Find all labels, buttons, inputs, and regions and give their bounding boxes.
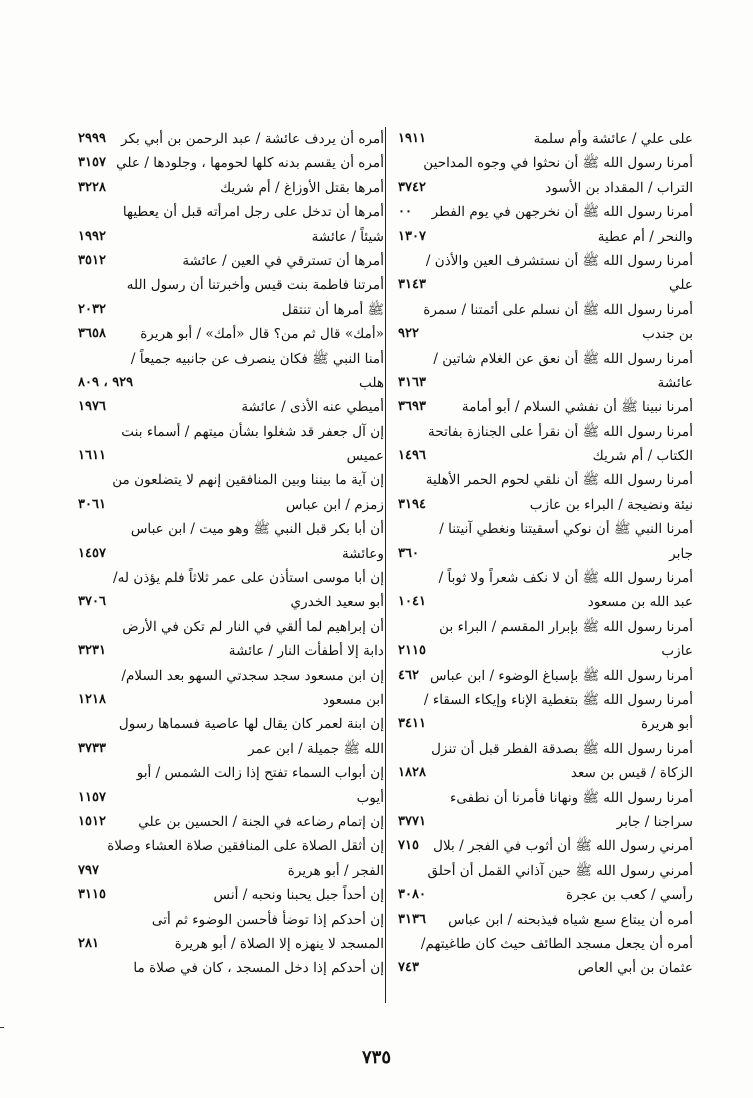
entry-text: الزكاة / قيس بن سعد [570,765,693,782]
entry-text: أبو هريرة [641,716,693,733]
entry-number: ٣٧٣٣ [78,740,106,756]
index-entry [60,542,384,566]
entry-text: أمره أن يردف عائشة / عبد الرحمن بن أبي بكر [121,131,384,147]
index-entry [60,639,384,663]
entry-text: أمرنا رسول الله ﷺ أن لا نكف شعراً ولا ثوباً / [438,570,693,587]
index-entry [386,859,693,883]
index-entry [386,932,693,956]
margin-mark [0,1027,4,1028]
entry-number: ١٨٢٨ [398,765,426,781]
index-entry [386,566,693,590]
entry-text: عثمان بن أبي العاص [577,960,693,977]
entry-number: ١١٥٧ [78,789,106,805]
index-entry [60,371,384,395]
entry-text: والنحر / أم عطية [597,228,693,245]
index-entry [386,151,693,175]
entry-number: ١٦١١ [78,448,106,464]
entry-text: عائشة [657,374,693,391]
entry-number: ٣٧٤٢ [398,179,426,195]
entry-text: أن أبا بكر قبل النبي ﷺ وهو ميت / ابن عباس [130,521,384,538]
index-entry [60,883,384,907]
entry-number: ٧٩٧ [78,862,99,878]
index-entry [386,517,693,541]
entry-text: إن ابن مسعود سجد سجدتي السهو بعد السلام/ [121,667,384,684]
index-entry [386,420,693,444]
index-entry [60,908,384,932]
entry-text: أمرنا رسول الله ﷺ بتغطية الإناء وإيكاء السقاء / [423,691,693,708]
entry-text: أمرنا نبينا ﷺ أن نفشي السلام / أبو أمامة [461,399,693,416]
entry-text: سراجنا / جابر [616,813,693,830]
entry-text: أمرها بقتل الأوزاغ / أم شريك [220,179,384,196]
entry-number: ٣١٤٣ [398,277,426,293]
entry-number: ١٩٩٢ [78,228,106,244]
index-entry [60,517,384,541]
index-entry [386,493,693,517]
entry-text: أن إبراهيم لما ألقي في النار لم تكن في الأرض [122,618,384,635]
index-entry [386,688,693,712]
entry-text: علي [669,277,693,294]
entry-number: ٣١٩٤ [398,496,426,512]
entry-text: وعائشة [341,545,384,562]
entry-number: ٩٢٩ ، ٨٠٩ [78,374,134,390]
entry-text: إن أثقل الصلاة على المنافقين صلاة العشاء وصلاة [107,838,384,855]
index-entry [386,956,693,980]
entry-text: شيئاً / عائشة [311,228,384,245]
entry-number: ٣٥١٢ [78,252,106,268]
index-entry [386,371,693,395]
index-entry [60,664,384,688]
index-entry [386,639,693,663]
index-column-left [60,127,384,981]
entry-text: على علي / عائشة وأم سلمة [533,131,693,147]
entry-text: أمرنا النبي ﷺ أن نوكي أسقيتنا ونغطي آنيتنا / [439,521,693,538]
index-entry [386,883,693,907]
entry-text: المسجد لا ينهزه إلا الصلاة / أبو هريرة [174,935,384,952]
entry-number: ٣٤١١ [398,716,426,732]
entry-number: ٢١١٥ [398,643,426,659]
index-entry [386,761,693,785]
entry-text: ابن مسعود [322,691,384,708]
entry-text: أمره أن يجعل مسجد الطائف حيث كان طاغيتهم/ [420,935,693,952]
index-entry [60,761,384,785]
index-entry [60,444,384,468]
entry-number: ٣٢٢٨ [78,179,106,195]
entry-text: أمرني رسول الله ﷺ أن أثوب في الفجر / بلال [433,838,693,855]
index-entry [386,615,693,639]
entry-text: أمره أن يبتاع سبع شياه فيذبحنه / ابن عباس [448,911,693,928]
index-entry [386,810,693,834]
index-entry [60,688,384,712]
entry-text: عازب [661,643,693,660]
entry-text: أيوب [356,789,384,806]
entry-text: أمرها أن تدخل على رجل امرأته قبل أن يعطيها [122,204,384,221]
index-entry [60,347,384,371]
entry-text: دابة إلا أطفأت النار / عائشة [228,643,384,660]
entry-number: ٣٠٦١ [78,496,106,512]
index-entry [60,932,384,956]
entry-text: أمرنا رسول الله ﷺ أن نحثوا في وجوه المداحين [423,155,693,172]
entry-number: ١٩٧٦ [78,399,106,415]
entry-number: ٣١٣٦ [398,911,426,927]
entry-text: أمرنا رسول الله ﷺ أن نقرأ على الجنازة بفاتحة [428,423,693,440]
entry-number: ٢٨١ [78,935,99,951]
entry-number: ٣١٥٧ [78,155,106,171]
entry-number: ٣٦٠ [398,545,419,561]
entry-number: ٣٧٧١ [398,813,426,829]
index-entry [386,395,693,419]
index-entry [386,786,693,810]
index-entry [386,176,693,200]
index-entry [386,298,693,322]
entry-number: ١٠٤١ [398,594,426,610]
entry-number: ١٥١٢ [78,813,106,829]
entry-number: ٩٢٢ [398,326,419,342]
entry-text: زمزم / ابن عباس [285,496,384,513]
entry-text: إن إتمام رضاعه في الجنة / الحسين بن علي [138,813,384,830]
index-entry [60,200,384,224]
entry-text: أمرنا رسول الله ﷺ أن نسلم على أئمتنا / سمرة [423,301,693,318]
entry-text: بن جندب [642,326,693,343]
index-entry [386,347,693,371]
entry-text: أمرنا رسول الله ﷺ بصدقة الفطر قبل أن تنزل [431,740,693,757]
index-entry [60,493,384,517]
entry-text: إن أحدكم إذا دخل المسجد ، كان في صلاة ما [133,960,384,977]
index-entry [386,590,693,614]
index-entry [386,468,693,492]
entry-text: نيئة ونضيجة / البراء بن عازب [529,496,693,513]
entry-text: أمرنا رسول الله ﷺ أن نلقي لحوم الحمر الأهلية [425,472,693,489]
index-entry [386,908,693,932]
index-entry [60,468,384,492]
entry-number: ٣٧٠٦ [78,594,106,610]
entry-text: أمرنا رسول الله ﷺ بإسباغ الوضوء / ابن عباس [429,667,693,684]
index-entry [60,712,384,736]
entry-text: إن ابنة لعمر كان يقال لها عاصية فسماها رسول [118,716,384,733]
entry-number: ٣٦٥٨ [78,326,106,342]
entry-number: ١٤٥٧ [78,545,106,561]
index-entry [386,737,693,761]
index-entry [60,322,384,346]
entry-text: عبد الله بن مسعود [587,594,693,611]
entry-text: إن أحدكم إذا توضأ فأحسن الوضوء ثم أتى [151,911,384,928]
index-entry [386,542,693,566]
index-entry [386,273,693,297]
index-entry [386,444,693,468]
index-entry [60,566,384,590]
entry-text: أمنا النبي ﷺ فكان ينصرف عن جانبيه جميعاً / [130,350,384,367]
entry-number: ٣٦٩٣ [398,399,426,415]
entry-text: التراب / المقداد بن الأسود [545,179,693,196]
entry-number: ٣٢٣١ [78,643,106,659]
entry-number: ٣١٦٣ [398,374,426,390]
entry-number: ٢٩٩٩ [78,131,106,146]
entry-text: أمرها أن تسترقي في العين / عائشة [182,252,384,269]
entry-number: ٣٠٨٠ [398,887,426,903]
index-entry [60,834,384,858]
entry-number: ٤٦٢ [398,667,419,683]
entry-text: أمرتنا فاطمة بنت قيس وأخبرتنا أن رسول الله [126,277,384,294]
entry-text: الله ﷺ جميلة / ابن عمر [248,740,384,757]
entry-number: ٣١١٥ [78,887,106,903]
entry-number: ١٩١١ [398,131,426,146]
index-column-right [386,127,693,981]
entry-text: أمرنا رسول الله ﷺ بإبرار المقسم / البراء بن [439,618,693,635]
entry-number: ١٢١٨ [78,691,106,707]
entry-text: «أمك» قال ثم من؟ قال «أمك» / أبو هريرة [140,326,384,343]
entry-text: أمرني رسول الله ﷺ حين آذاني القمل أن أحلق [427,862,693,879]
index-entry [60,786,384,810]
index-entry [60,249,384,273]
index-entry [60,151,384,175]
entry-text: إن أحداً جبل يحبنا ونحبه / أنس [213,887,384,904]
entry-text: أمرنا رسول الله ﷺ أن نعق عن الغلام شاتين / [433,350,693,367]
index-entry [60,615,384,639]
entry-number: ١٣٠٧ [398,228,426,244]
entry-text: أمره أن يقسم بدنه كلها لحومها ، وجلودها / علي [116,155,384,172]
index-entry [60,225,384,249]
index-entry [386,834,693,858]
entry-text: إن أبا موسى استأذن على عمر ثلاثاً فلم يؤذن له/ [113,570,384,587]
entry-text: أمرنا رسول الله ﷺ أن نخرجهن في يوم الفطر [431,204,693,221]
entry-text: هلب [358,374,384,391]
entry-text: عميس [346,448,384,465]
index-entry [386,322,693,346]
index-entry [60,127,384,151]
entry-number: ٠٠ [398,204,412,220]
index-entry [60,395,384,419]
index-entry [386,127,693,151]
entry-text: أمرنا رسول الله ﷺ ونهانا فأمرنا أن نطفىء [449,789,693,806]
entry-text: إن آية ما بيننا وبين المنافقين إنهم لا يتضلعون من [112,472,384,489]
entry-number: ٧١٥ [398,838,419,854]
entry-text: رأسي / كعب بن عجرة [566,887,693,904]
index-entry [386,200,693,224]
entry-text: إن أبواب السماء تفتح إذا زالت الشمس / أبو [136,765,384,782]
page-number: ٧٣٥ [361,1047,391,1068]
column-divider [385,127,386,1003]
index-entry [60,298,384,322]
entry-text: إن آل جعفر قد شغلوا بشأن ميتهم / أسماء بنت [121,423,384,440]
index-entry [60,956,384,980]
entry-text: الفجر / أبو هريرة [287,862,384,879]
index-entry [386,249,693,273]
index-entry [386,664,693,688]
index-entry [60,420,384,444]
entry-number: ٢٠٣٢ [78,301,106,317]
index-entry [386,712,693,736]
index-entry [60,176,384,200]
entry-number: ٧٤٣ [398,960,419,976]
entry-text: ﷺ أمرها أن تنتقل [281,301,384,318]
index-entry [60,859,384,883]
index-entry [60,810,384,834]
index-entry [60,737,384,761]
entry-text: أميطي عنه الأذى / عائشة [241,399,384,416]
index-entry [60,590,384,614]
entry-text: أبو سعيد الخدري [290,594,384,611]
entry-text: الكتاب / أم شريك [592,448,693,465]
entry-text: أمرنا رسول الله ﷺ أن نستشرف العين والأذن / [425,252,693,269]
index-entry [60,273,384,297]
entry-number: ١٤٩٦ [398,448,426,464]
index-entry [386,225,693,249]
entry-text: جابر [669,545,693,562]
